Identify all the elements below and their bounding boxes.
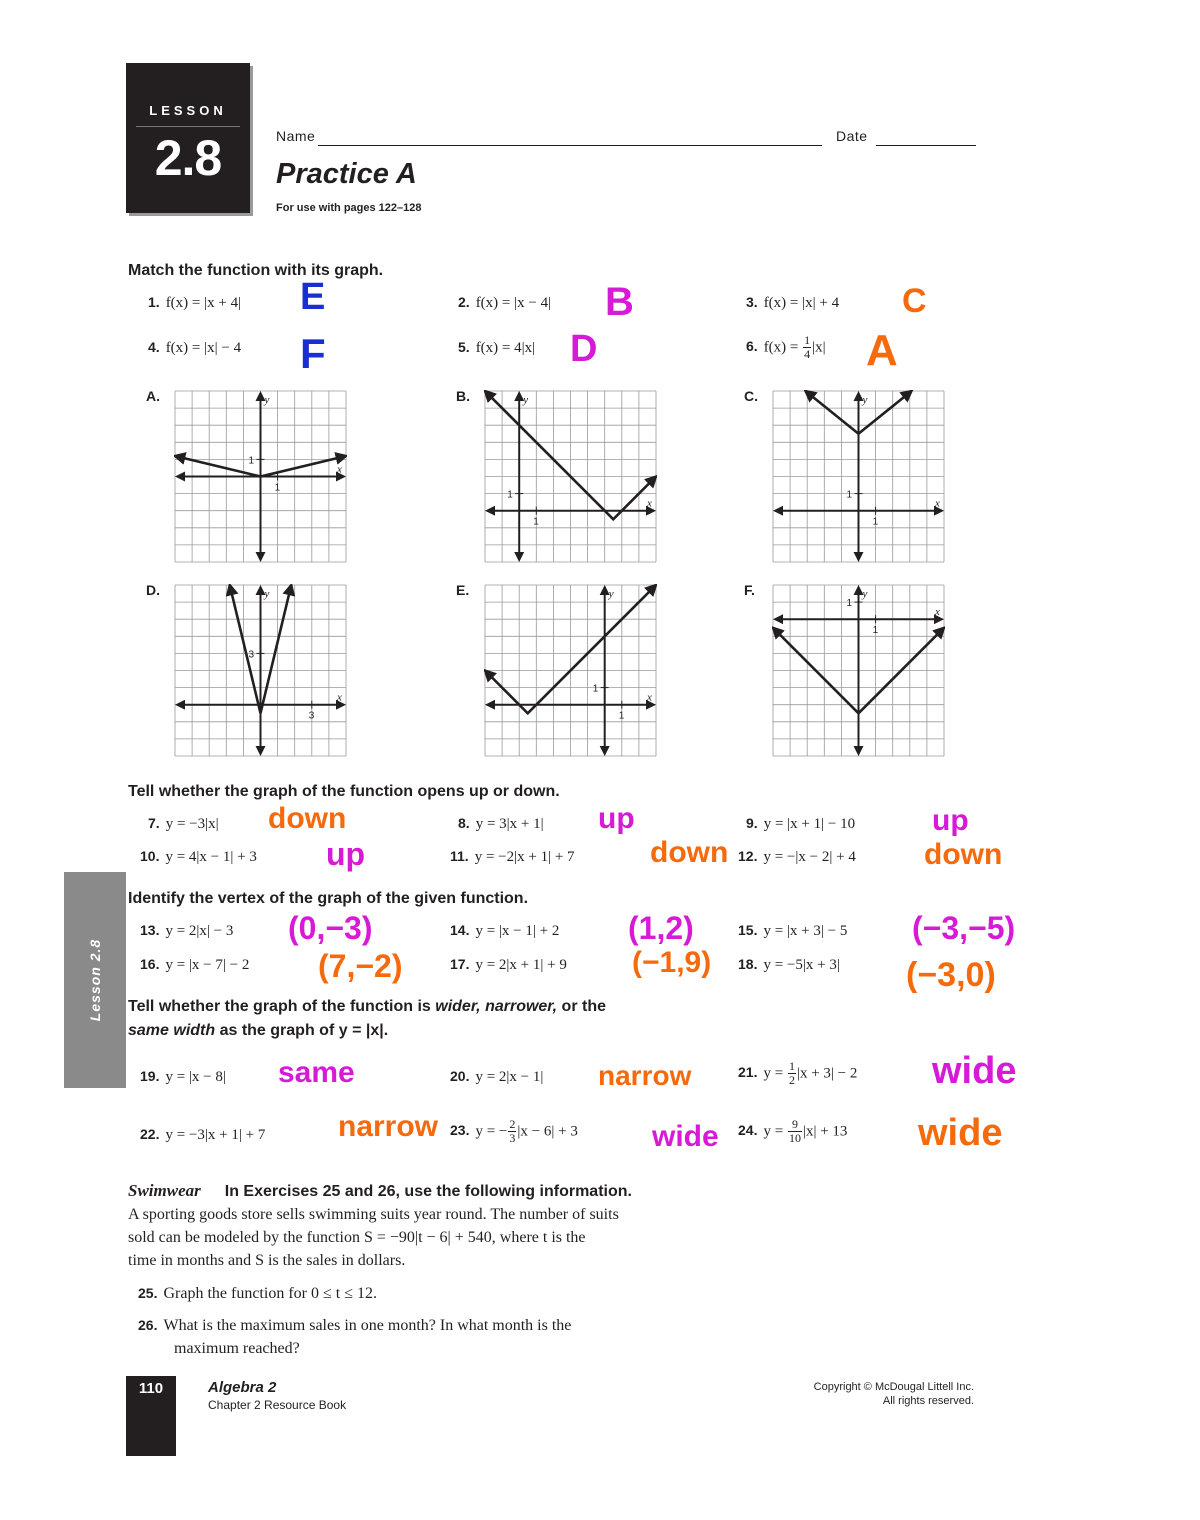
name-label: Name: [276, 128, 316, 144]
answer-2: B: [605, 280, 634, 324]
problem-22: 22. y = −3|x + 1| + 7: [140, 1126, 266, 1143]
book-title: Algebra 2: [208, 1379, 277, 1396]
x-axis-label: x: [647, 497, 652, 510]
answer-7: down: [268, 802, 347, 835]
problem-17: 17. y = 2|x + 1| + 9: [450, 956, 567, 973]
graph-e: [484, 584, 657, 757]
problem-24: 24. y = $\frac{9}{10}$ |x| + 13: [738, 1117, 848, 1145]
x-tick-label: 1: [618, 710, 625, 722]
problem-21: 21. y = $\frac{1}{2}$ |x + 3| − 2: [738, 1059, 858, 1087]
problem-9: 9. y = |x + 1| − 10: [746, 815, 856, 832]
x-axis-label: x: [337, 463, 342, 476]
x-axis-label: x: [647, 691, 652, 704]
graph-f: [772, 584, 945, 757]
x-tick-label: 1: [274, 482, 281, 494]
y-axis-label: y: [523, 394, 529, 406]
answer-1: E: [300, 276, 326, 318]
answer-15: (−3,−5): [912, 910, 1016, 946]
problem-15: 15. y = |x + 3| − 5: [738, 922, 848, 939]
copyright: Copyright © McDougal Littell Inc.: [813, 1381, 974, 1393]
problem-16: 16. y = |x − 7| − 2: [140, 956, 250, 973]
problem-18: 18. y = −5|x + 3|: [738, 956, 840, 973]
y-tick-label: 1: [592, 683, 599, 695]
problem-7: 7. y = −3|x|: [148, 815, 219, 832]
date-field-line[interactable]: [876, 145, 976, 146]
answer-21: wide: [932, 1050, 1017, 1092]
graph-letter-b: B.: [456, 388, 470, 404]
page-title: Practice A: [276, 158, 417, 190]
x-axis-label: x: [935, 606, 940, 619]
y-tick-label: 1: [846, 489, 853, 501]
graph-letter-a: A.: [146, 388, 160, 404]
problem-14: 14. y = |x − 1| + 2: [450, 922, 560, 939]
problem-26: 26. What is the maximum sales in one month? In what month is the maximum reached?: [138, 1317, 572, 1357]
problem-6: 6. f(x) = $\frac{1}{4}$ |x|: [746, 333, 826, 361]
x-tick-label: 3: [308, 710, 315, 722]
lesson-divider: [136, 126, 240, 127]
side-tab-label: Lesson 2.8: [87, 938, 103, 1022]
graph-d: [174, 584, 347, 757]
section1-heading: Match the function with its graph.: [128, 262, 384, 279]
x-tick-label: 1: [872, 625, 879, 637]
answer-23: wide: [652, 1120, 719, 1153]
y-axis-label: y: [264, 394, 270, 406]
problem-12: 12. y = −|x − 2| + 4: [738, 848, 856, 865]
x-tick-label: 1: [872, 516, 879, 528]
section4-heading-line1: Tell whether the graph of the function is wider, narrower, or the: [128, 998, 606, 1015]
y-axis-label: y: [862, 588, 868, 600]
problem-10: 10. y = 4|x − 1| + 3: [140, 848, 257, 865]
problem-2: 2. f(x) = |x − 4|: [458, 294, 552, 311]
answer-14: (1,2): [628, 910, 694, 946]
answer-6: A: [866, 326, 898, 375]
graph-letter-f: F.: [744, 582, 755, 598]
answer-5: D: [570, 328, 598, 370]
answer-13: (0,−3): [288, 910, 373, 946]
answer-12: down: [924, 838, 1003, 871]
y-tick-label: 3: [248, 649, 255, 661]
section5-heading: Swimwear In Exercises 25 and 26, use the following information.: [128, 1181, 632, 1200]
x-axis-label: x: [935, 497, 940, 510]
answer-11: down: [650, 836, 729, 869]
problem-11: 11. y = −2|x + 1| + 7: [450, 848, 575, 865]
problem-23: 23. y = − $\frac{2}{3}$ |x − 6| + 3: [450, 1117, 578, 1145]
rights: All rights reserved.: [882, 1395, 974, 1407]
page-subtitle: For use with pages 122–128: [276, 202, 422, 214]
problem-25: 25. Graph the function for 0 ≤ t ≤ 12.: [138, 1285, 377, 1302]
y-axis-label: y: [608, 588, 614, 600]
page-number: 110: [138, 1380, 164, 1397]
problem-1: 1. f(x) = |x + 4|: [148, 294, 242, 311]
x-axis-label: x: [337, 691, 342, 704]
graph-letter-e: E.: [456, 582, 470, 598]
answer-17: (−1,9): [632, 946, 712, 979]
x-tick-label: 1: [533, 516, 539, 528]
lesson-word: LESSON: [149, 103, 227, 118]
graph-c: [772, 390, 945, 563]
problem-8: 8. y = 3|x + 1|: [458, 815, 544, 832]
answer-4: F: [300, 330, 326, 377]
section2-heading: Tell whether the graph of the function opens up or down.: [128, 783, 560, 800]
problem-5: 5. f(x) = 4|x|: [458, 339, 536, 356]
answer-10: up: [326, 836, 366, 872]
problem-4: 4. f(x) = |x| − 4: [148, 339, 242, 356]
y-axis-label: y: [264, 588, 270, 600]
graph-letter-c: C.: [744, 388, 758, 404]
lesson-number: 2.8: [154, 130, 222, 186]
section3-heading: Identify the vertex of the graph of the given function.: [128, 890, 529, 907]
answer-8: up: [598, 802, 635, 835]
y-tick-label: 1: [248, 455, 255, 467]
answer-3: C: [902, 282, 927, 320]
answer-20: narrow: [598, 1060, 692, 1091]
problem-3: 3. f(x) = |x| + 4: [746, 294, 840, 311]
y-axis-label: y: [862, 394, 868, 406]
problem-19: 19. y = |x − 8|: [140, 1068, 226, 1085]
y-tick-label: 1: [846, 598, 853, 610]
answer-19: same: [278, 1056, 355, 1089]
graph-b: [484, 390, 657, 563]
answer-18: (−3,0): [906, 956, 996, 994]
answer-24: wide: [918, 1112, 1003, 1154]
lesson-badge: [126, 63, 250, 213]
chapter-label: Chapter 2 Resource Book: [208, 1398, 347, 1412]
graph-a: [174, 390, 347, 563]
answer-9: up: [932, 804, 969, 837]
answer-22: narrow: [338, 1110, 439, 1143]
answer-16: (7,−2): [318, 948, 403, 984]
problem-20: 20. y = 2|x − 1|: [450, 1068, 544, 1085]
section4-heading-line2: same width as the graph of y = |x|.: [128, 1022, 389, 1039]
section5-paragraph: A sporting goods store sells swimming suits year round. The number of suits sold can be modeled by the function S = −90|t − 6| + 540, where t is the time in months and S is the sales in dollars.: [128, 1206, 619, 1269]
date-label: Date: [836, 128, 868, 144]
graph-letter-d: D.: [146, 582, 160, 598]
y-tick-label: 1: [507, 489, 513, 501]
name-field-line[interactable]: [318, 145, 822, 146]
problem-13: 13. y = 2|x| − 3: [140, 922, 234, 939]
